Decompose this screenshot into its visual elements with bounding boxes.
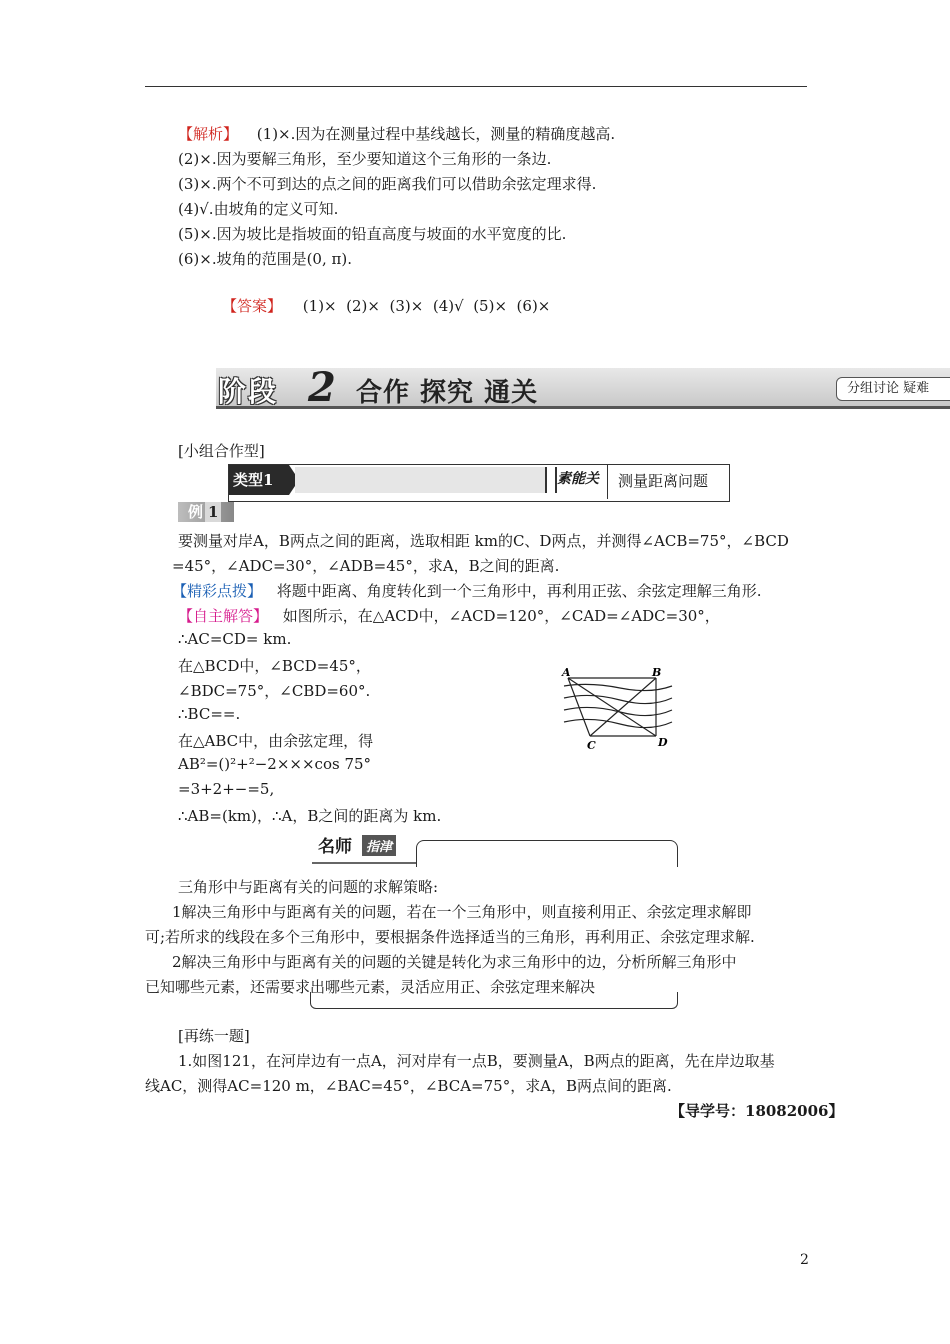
page-number: 2: [800, 1252, 809, 1268]
teacher-label-2: 指津: [362, 835, 396, 856]
analysis-label: 【解析】: [178, 125, 239, 143]
point-a-label: A: [562, 666, 571, 679]
analysis-line-3: (3)×.两个不可到达的点之间的距离我们可以借助余弦定理求得.: [178, 175, 597, 193]
analysis-line-1: 【解析】 (1)×.因为在测量过程中基线越长，测量的精确度越高.: [178, 125, 616, 143]
solution-line-5: 在△ABC中，由余弦定理，得: [178, 732, 374, 750]
practice-q1b: 线AC，测得AC=120 m，∠BAC=45°，∠BCA=75°，求A，B两点间的距离.: [145, 1077, 672, 1095]
solution-line-1: ∴AC=CD= km.: [178, 630, 292, 648]
stage-title: 合作 探究 通关: [356, 378, 539, 408]
analysis-line-6: (6)×.坡角的范围是(0, π).: [178, 250, 352, 268]
analysis-line-2: (2)×.因为要解三角形，至少要知道这个三角形的一条边.: [178, 150, 552, 168]
guide-code: 【导学号：18082006】: [670, 1102, 844, 1120]
example-badge: 例 1: [178, 502, 234, 522]
stage-number: 2: [308, 364, 336, 411]
strategy-intro: 三角形中与距离有关的问题的求解策略:: [178, 878, 439, 896]
example-number: 1: [205, 502, 221, 522]
teacher-tip-header: [312, 832, 678, 866]
strategy-p2a: 2解决三角形中与距离有关的问题的关键是转化为求三角形中的边，分析所解三角形中: [172, 953, 737, 971]
river-figure: [560, 664, 680, 754]
analysis-line-5: (5)×.因为坡比是指坡面的铅直高度与坡面的水平宽度的比.: [178, 225, 567, 243]
section-label: [小组合作型]: [178, 442, 265, 460]
teacher-tip-footer: [310, 992, 678, 1009]
stage-label: 阶段: [218, 375, 279, 408]
hint-label: 【精彩点拨】: [172, 582, 263, 600]
divider-bars: [545, 467, 557, 493]
solution-line-4: ∴BC==.: [178, 705, 241, 723]
solution-line-2: 在△BCD中，∠BCD=45°，: [178, 657, 371, 675]
practice-q1a: 1.如图121，在河岸边有一点A，河对岸有一点B，要测量A，B两点的距离，先在岸边取基: [178, 1052, 775, 1070]
solution-line-8: ∴AB=(km)，∴A，B之间的距离为 km.: [178, 807, 442, 825]
skill-label: 素能关: [557, 471, 599, 487]
teacher-label: 名师: [318, 837, 352, 857]
strategy-p1b: 可;若所求的线段在多个三角形中，要根据条件选择适当的三角形，再利用正、余弦定理求解.: [145, 928, 755, 946]
solution-line-7: =3+2+−=5,: [178, 780, 275, 798]
example-line-1: 要测量对岸A，B两点之间的距离，选取相距 km的C、D两点，并测得∠ACB=75°，∠BCD: [178, 532, 789, 550]
point-d-label: D: [658, 736, 668, 749]
answer-line: [222, 295, 550, 316]
strategy-p1a: 1解决三角形中与距离有关的问题，若在一个三角形中，则直接利用正、余弦定理求解即: [172, 903, 752, 921]
header-rule: [145, 86, 807, 87]
analysis-line-4: (4)√.由坡角的定义可知.: [178, 200, 339, 218]
stage-banner: [216, 364, 950, 411]
answer-text: (1)× (2)× (3)× (4)√ (5)× (6)×: [302, 297, 551, 315]
practice-label: [再练一题]: [178, 1027, 250, 1045]
stage-tag: 分组讨论 疑难: [836, 377, 950, 401]
solution-label: 【自主解答】: [178, 607, 269, 625]
solution-line-0: 【自主解答】 如图所示，在△ACD中，∠ACD=120°，∠CAD=∠ADC=30°，: [178, 607, 720, 625]
type-bar: [228, 464, 730, 502]
point-b-label: B: [652, 666, 662, 679]
hint-line: [172, 580, 762, 601]
answer-label: 【答案】: [222, 297, 283, 315]
type-label: 类型1: [229, 465, 289, 495]
solution-line-6: AB²=()²+²−2×××cos 75°: [178, 755, 372, 773]
type-topic: 测量距离问题: [607, 465, 718, 499]
example-line-2: =45°，∠ADC=30°，∠ADB=45°，求A，B之间的距离.: [172, 557, 560, 575]
hint-text: 将题中距离、角度转化到一个三角形中，再利用正弦、余弦定理解三角形.: [276, 582, 762, 600]
solution-line-3: ∠BDC=75°，∠CBD=60°.: [178, 682, 371, 700]
strategy-p2b: 已知哪些元素，还需要求出哪些元素，灵活应用正、余弦定理来解决: [145, 978, 596, 996]
point-c-label: C: [587, 739, 596, 752]
